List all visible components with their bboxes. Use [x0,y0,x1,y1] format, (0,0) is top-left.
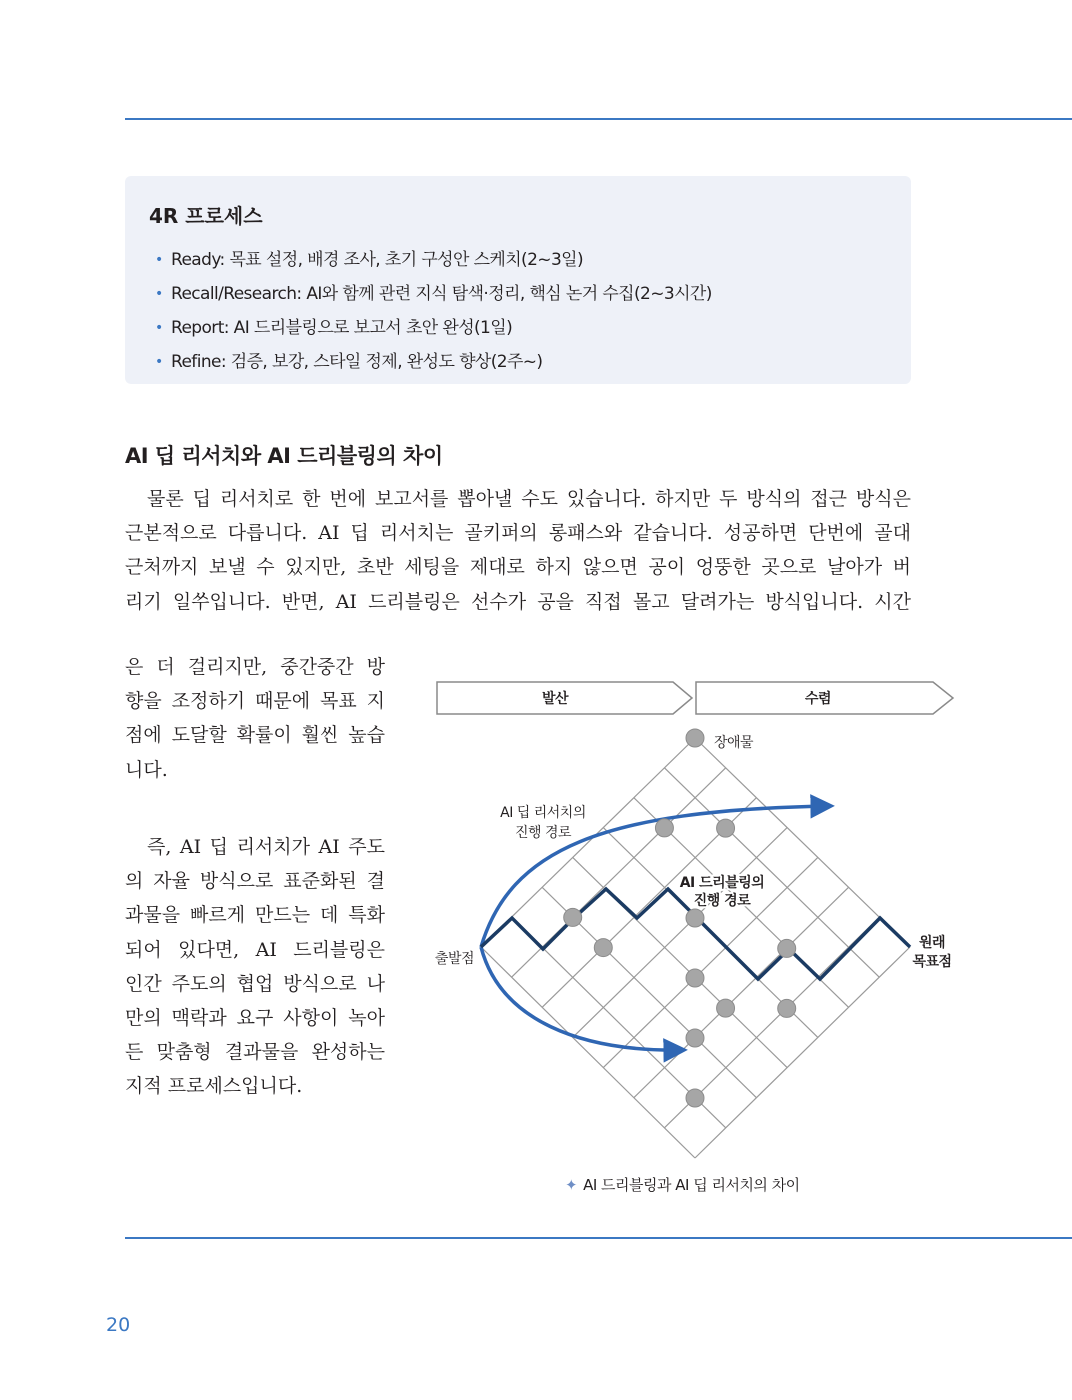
text-line: 은 더 걸리지만, 중간중간 방 [125,656,385,678]
obstacle-dot [778,999,796,1017]
obstacle-dot [686,729,704,747]
obstacle-dot [686,969,704,987]
text-line: 물론 딥 리서치로 한 번에 보고서를 뽑아낼 수도 있습니다. 하지만 두 방식의 접근 방식은 [147,488,911,510]
top-rule [125,118,1072,120]
list-item-text: Recall/Research: AI와 함께 관련 지식 탐색·정리, 핵심 논거 수집(2~3시간) [171,284,712,304]
sparkle-icon: ✦ [565,1176,578,1194]
list-item [149,243,911,277]
obstacle-dot [655,819,673,837]
page-number: 20 [106,1314,131,1336]
process-box [125,176,911,384]
body-paragraph-2 [125,830,385,1104]
text-line: 인간 주도의 협업 방식으로 나 [125,972,385,995]
text-line: 지적 프로세스입니다. [125,1075,303,1098]
text-line: 근처까지 보낼 수 있지만, 초반 세팅을 제대로 하지 않으면 공이 엉뚱한 곳으로 날아가 버 [125,556,911,579]
bullet-icon: • [155,252,163,268]
body-paragraph-1 [125,482,911,619]
list-item-text: Refine: 검증, 보강, 스타일 정제, 완성도 향상(2주~) [171,352,543,372]
process-diagram [420,668,970,1178]
phase-convergence-label: 수렴 [804,691,832,707]
obstacle-dot [594,939,612,957]
obstacle-dot [778,939,796,957]
dribbling-label-line2: 진행 경로 [693,893,751,909]
goal-label-line2: 목표점 [912,954,952,970]
text-line: 되어 있다면, AI 드리블링은 [125,938,385,961]
deep-research-path-lower [481,947,683,1050]
section-heading: AI 딥 리서치와 AI 드리블링의 차이 [125,444,443,468]
obstacle-dot [717,819,735,837]
list-item [149,277,911,311]
figure-caption [565,1174,800,1195]
obstacle-dot [717,999,735,1017]
dribbling-label-line1: AI 드리블링의 [679,875,765,891]
start-label: 출발점 [434,951,474,967]
text-line: 니다. [125,758,168,781]
bottom-rule [125,1237,1072,1239]
obstacle-dot [686,1029,704,1047]
obstacle-dot [564,908,582,926]
box-title: 4R 프로세스 [149,204,263,228]
grid-line [695,947,910,1158]
grid-line [634,887,849,1097]
list-item [149,345,911,379]
grid-line [481,738,695,947]
obstacle-dot [686,909,704,927]
caption-text: AI 드리블링과 AI 딥 리서치의 차이 [583,1176,800,1194]
grid-line [481,947,695,1158]
goal-label-line1: 원래 [918,935,946,951]
text-line: 리기 일쑤입니다. 반면, AI 드리블링은 선수가 공을 직접 몰고 달려가는 방식입니다. 시간 [125,590,911,613]
text-line: 과물을 빠르게 만드는 데 특화 [125,904,385,927]
deep-research-label-line1: AI 딥 리서치의 [500,805,586,821]
bullet-icon: • [155,286,163,302]
grid-line [664,768,879,977]
text-line: 점에 도달할 확률이 훨씬 높습 [125,724,385,747]
deep-research-label-line2: 진행 경로 [514,825,572,841]
diagram-svg [420,668,970,1178]
body-paragraph-1-continued [125,650,385,787]
grid-line [573,828,787,1038]
text-line: 의 자율 방식으로 표준화된 결 [125,870,385,893]
text-line: 든 맞춤형 결과물을 완성하는 [125,1041,385,1064]
phase-divergence-label: 발산 [541,691,569,707]
process-list [149,243,911,379]
obstacle-dot [686,1089,704,1107]
text-line: 즉, AI 딥 리서치가 AI 주도 [147,836,385,858]
bullet-icon: • [155,354,163,370]
list-item [149,311,911,345]
obstacle-label: 장애물 [714,735,754,751]
grid-line [695,738,910,947]
text-line: 향을 조정하기 때문에 목표 지 [125,690,385,713]
bullet-icon: • [155,320,163,336]
text-line: 만의 맥락과 요구 사항이 녹아 [125,1007,385,1030]
text-line: 근본적으로 다릅니다. AI 딥 리서치는 골키퍼의 롱패스와 같습니다. 성공하면 단번에 골대 [125,522,911,545]
list-item-text: Report: AI 드리블링으로 보고서 초안 완성(1일) [171,318,513,338]
grid-line [512,768,726,977]
list-item-text: Ready: 목표 설정, 배경 조사, 초기 구성안 스케치(2~3일) [171,250,584,270]
